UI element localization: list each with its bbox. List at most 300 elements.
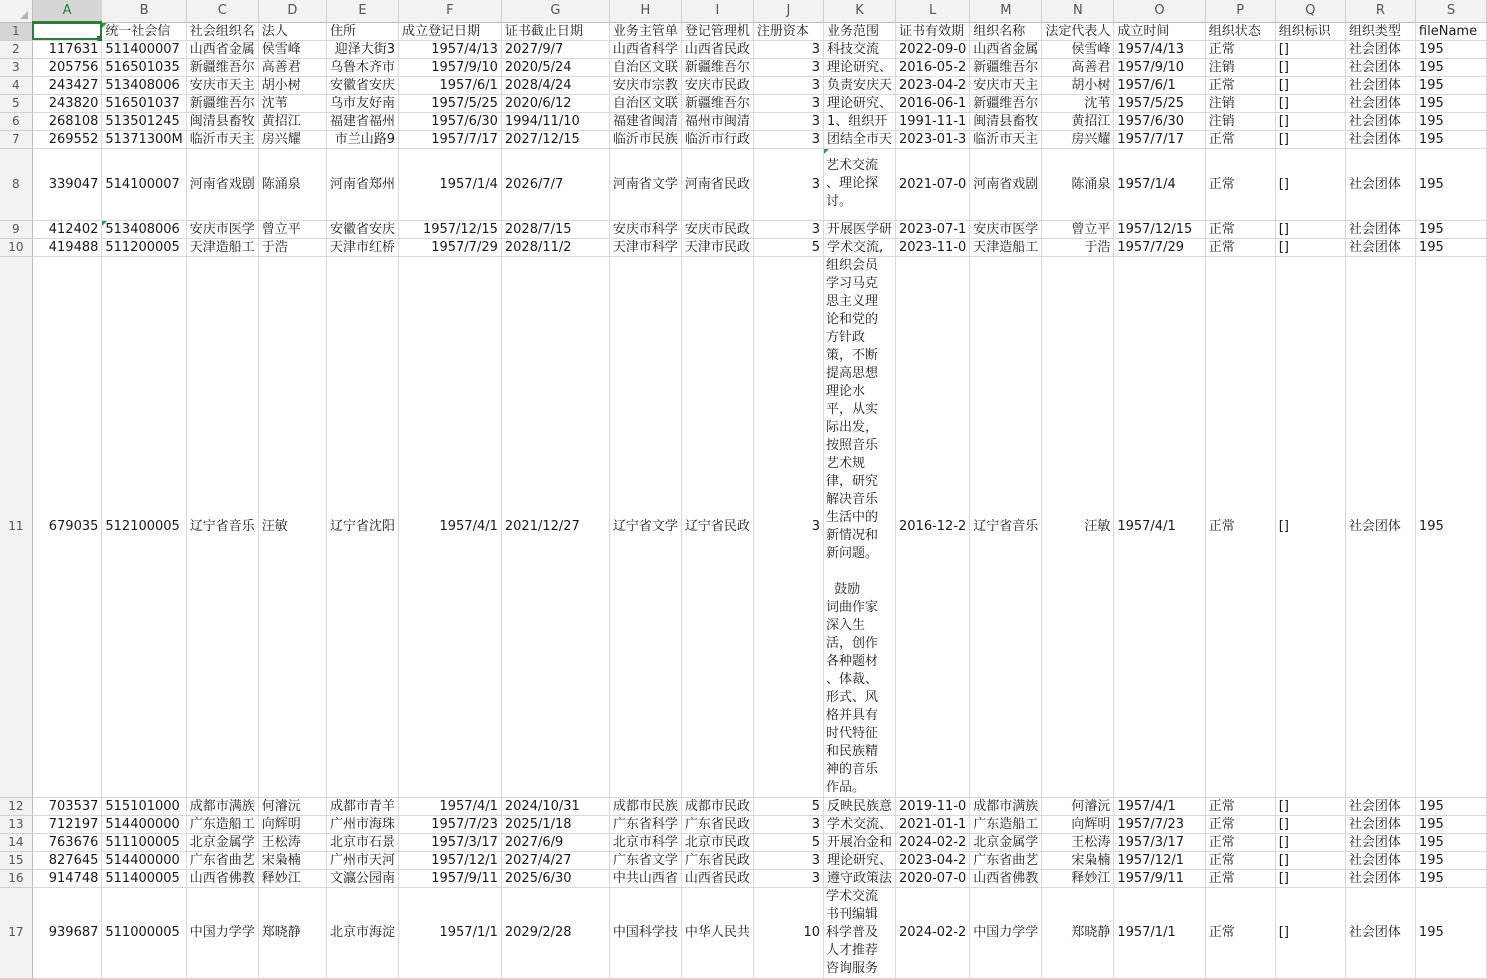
cell-e4[interactable] [326, 76, 398, 94]
cell-q4[interactable] [1275, 76, 1345, 94]
cell-f14[interactable] [398, 833, 501, 851]
column-header-b[interactable]: B [102, 0, 186, 22]
cell-l7[interactable] [896, 130, 970, 148]
cell-q12[interactable] [1275, 797, 1345, 815]
cell-o7[interactable] [1114, 130, 1205, 148]
cell-p11[interactable] [1205, 256, 1275, 797]
cell-p8[interactable] [1205, 148, 1275, 220]
cell-h17[interactable] [609, 887, 681, 978]
cell-n11[interactable] [1042, 256, 1114, 797]
cell-s7[interactable] [1415, 130, 1486, 148]
cell-s12[interactable] [1415, 797, 1486, 815]
cell-b11[interactable] [102, 256, 186, 797]
row-header-9[interactable]: 9 [0, 220, 32, 238]
cell-f6[interactable] [398, 112, 501, 130]
cell-f11[interactable] [398, 256, 501, 797]
cell-a8[interactable] [32, 148, 102, 220]
cell-m13[interactable] [970, 815, 1042, 833]
cell-s8[interactable] [1415, 148, 1486, 220]
cell-n14[interactable] [1042, 833, 1114, 851]
cell-l6[interactable] [896, 112, 970, 130]
cell-g1[interactable] [501, 22, 609, 40]
cell-e16[interactable] [326, 869, 398, 887]
column-header-e[interactable]: E [326, 0, 398, 22]
cell-i3[interactable] [681, 58, 753, 76]
cell-d9[interactable] [258, 220, 326, 238]
cell-c2[interactable] [186, 40, 258, 58]
cell-p4[interactable] [1205, 76, 1275, 94]
cell-s14[interactable] [1415, 833, 1486, 851]
cell-q11[interactable] [1275, 256, 1345, 797]
cell-b8[interactable] [102, 148, 186, 220]
cell-h5[interactable] [609, 94, 681, 112]
cell-i14[interactable] [681, 833, 753, 851]
cell-e6[interactable] [326, 112, 398, 130]
cell-h2[interactable] [609, 40, 681, 58]
cell-m12[interactable] [970, 797, 1042, 815]
cell-j10[interactable] [753, 238, 823, 256]
cell-i17[interactable] [681, 887, 753, 978]
cell-d6[interactable] [258, 112, 326, 130]
column-header-m[interactable]: M [970, 0, 1042, 22]
cell-l2[interactable] [896, 40, 970, 58]
cell-d13[interactable] [258, 815, 326, 833]
cell-n9[interactable] [1042, 220, 1114, 238]
cell-o6[interactable] [1114, 112, 1205, 130]
cell-l10[interactable] [896, 238, 970, 256]
cell-k9[interactable] [824, 220, 896, 238]
cell-s15[interactable] [1415, 851, 1486, 869]
cell-h14[interactable] [609, 833, 681, 851]
cell-l3[interactable] [896, 58, 970, 76]
cell-o16[interactable] [1114, 869, 1205, 887]
cell-p12[interactable] [1205, 797, 1275, 815]
cell-j17[interactable] [753, 887, 823, 978]
cell-d8[interactable] [258, 148, 326, 220]
cell-r13[interactable] [1345, 815, 1415, 833]
cell-b4[interactable] [102, 76, 186, 94]
column-header-a[interactable]: A [32, 0, 102, 22]
cell-k7[interactable] [824, 130, 896, 148]
cell-m3[interactable] [970, 58, 1042, 76]
cell-o10[interactable] [1114, 238, 1205, 256]
cell-s16[interactable] [1415, 869, 1486, 887]
cell-j4[interactable] [753, 76, 823, 94]
cell-g11[interactable] [501, 256, 609, 797]
column-header-d[interactable]: D [258, 0, 326, 22]
cell-f8[interactable] [398, 148, 501, 220]
cell-j12[interactable] [753, 797, 823, 815]
cell-r11[interactable] [1345, 256, 1415, 797]
cell-c13[interactable] [186, 815, 258, 833]
column-header-p[interactable]: P [1205, 0, 1275, 22]
cell-g5[interactable] [501, 94, 609, 112]
cell-a14[interactable] [32, 833, 102, 851]
cell-r4[interactable] [1345, 76, 1415, 94]
column-header-g[interactable]: G [501, 0, 609, 22]
cell-i5[interactable] [681, 94, 753, 112]
cell-i10[interactable] [681, 238, 753, 256]
cell-d10[interactable] [258, 238, 326, 256]
cell-n1[interactable] [1042, 22, 1114, 40]
cell-r8[interactable] [1345, 148, 1415, 220]
cell-a6[interactable] [32, 112, 102, 130]
cell-e10[interactable] [326, 238, 398, 256]
cell-c6[interactable] [186, 112, 258, 130]
cell-n12[interactable] [1042, 797, 1114, 815]
cell-g16[interactable] [501, 869, 609, 887]
cell-n5[interactable] [1042, 94, 1114, 112]
cell-a9[interactable] [32, 220, 102, 238]
cell-g9[interactable] [501, 220, 609, 238]
cell-c9[interactable] [186, 220, 258, 238]
cell-r17[interactable] [1345, 887, 1415, 978]
cell-l1[interactable] [896, 22, 970, 40]
cell-a17[interactable] [32, 887, 102, 978]
cell-l15[interactable] [896, 851, 970, 869]
select-all-corner[interactable] [0, 0, 32, 22]
cell-p5[interactable] [1205, 94, 1275, 112]
cell-b14[interactable] [102, 833, 186, 851]
cell-h16[interactable] [609, 869, 681, 887]
cell-o13[interactable] [1114, 815, 1205, 833]
cell-k8[interactable] [824, 148, 896, 220]
cell-e11[interactable] [326, 256, 398, 797]
cell-l12[interactable] [896, 797, 970, 815]
row-header-7[interactable]: 7 [0, 130, 32, 148]
cell-s13[interactable] [1415, 815, 1486, 833]
cell-e17[interactable] [326, 887, 398, 978]
cell-q10[interactable] [1275, 238, 1345, 256]
row-header-3[interactable]: 3 [0, 58, 32, 76]
cell-i15[interactable] [681, 851, 753, 869]
cell-l16[interactable] [896, 869, 970, 887]
cell-c1[interactable] [186, 22, 258, 40]
cell-i12[interactable] [681, 797, 753, 815]
cell-e1[interactable] [326, 22, 398, 40]
cell-m7[interactable] [970, 130, 1042, 148]
cell-m10[interactable] [970, 238, 1042, 256]
cell-l9[interactable] [896, 220, 970, 238]
column-header-q[interactable]: Q [1275, 0, 1345, 22]
cell-k3[interactable] [824, 58, 896, 76]
row-header-4[interactable]: 4 [0, 76, 32, 94]
cell-d16[interactable] [258, 869, 326, 887]
cell-d1[interactable] [258, 22, 326, 40]
cell-e2[interactable] [326, 40, 398, 58]
cell-r10[interactable] [1345, 238, 1415, 256]
cell-o2[interactable] [1114, 40, 1205, 58]
cell-m1[interactable] [970, 22, 1042, 40]
cell-b12[interactable] [102, 797, 186, 815]
cell-a13[interactable] [32, 815, 102, 833]
cell-k17[interactable] [824, 887, 896, 978]
cell-d5[interactable] [258, 94, 326, 112]
cell-k12[interactable] [824, 797, 896, 815]
cell-p2[interactable] [1205, 40, 1275, 58]
cell-g3[interactable] [501, 58, 609, 76]
cell-d12[interactable] [258, 797, 326, 815]
cell-q17[interactable] [1275, 887, 1345, 978]
cell-i7[interactable] [681, 130, 753, 148]
cell-k4[interactable] [824, 76, 896, 94]
cell-c3[interactable] [186, 58, 258, 76]
cell-e8[interactable] [326, 148, 398, 220]
cell-j13[interactable] [753, 815, 823, 833]
cell-k16[interactable] [824, 869, 896, 887]
cell-a11[interactable] [32, 256, 102, 797]
row-header-13[interactable]: 13 [0, 815, 32, 833]
cell-g4[interactable] [501, 76, 609, 94]
cell-g7[interactable] [501, 130, 609, 148]
cell-b2[interactable] [102, 40, 186, 58]
column-header-l[interactable]: L [896, 0, 970, 22]
cell-m8[interactable] [970, 148, 1042, 220]
cell-p10[interactable] [1205, 238, 1275, 256]
cell-d11[interactable] [258, 256, 326, 797]
cell-c7[interactable] [186, 130, 258, 148]
cell-f16[interactable] [398, 869, 501, 887]
cell-g14[interactable] [501, 833, 609, 851]
cell-q7[interactable] [1275, 130, 1345, 148]
cell-a4[interactable] [32, 76, 102, 94]
cell-a12[interactable] [32, 797, 102, 815]
cell-b13[interactable] [102, 815, 186, 833]
column-header-k[interactable]: K [824, 0, 896, 22]
cell-m15[interactable] [970, 851, 1042, 869]
cell-m17[interactable] [970, 887, 1042, 978]
cell-c5[interactable] [186, 94, 258, 112]
cell-o9[interactable] [1114, 220, 1205, 238]
row-header-12[interactable]: 12 [0, 797, 32, 815]
cell-s11[interactable] [1415, 256, 1486, 797]
cell-p13[interactable] [1205, 815, 1275, 833]
cell-b15[interactable] [102, 851, 186, 869]
cell-l5[interactable] [896, 94, 970, 112]
cell-g17[interactable] [501, 887, 609, 978]
cell-r5[interactable] [1345, 94, 1415, 112]
cell-d14[interactable] [258, 833, 326, 851]
cell-p9[interactable] [1205, 220, 1275, 238]
cell-k10[interactable] [824, 238, 896, 256]
cell-e14[interactable] [326, 833, 398, 851]
cell-j11[interactable] [753, 256, 823, 797]
column-header-n[interactable]: N [1042, 0, 1114, 22]
cell-q16[interactable] [1275, 869, 1345, 887]
column-header-j[interactable]: J [753, 0, 823, 22]
row-header-16[interactable]: 16 [0, 869, 32, 887]
cell-a1[interactable] [32, 22, 102, 40]
cell-p6[interactable] [1205, 112, 1275, 130]
row-header-2[interactable]: 2 [0, 40, 32, 58]
cell-b9[interactable] [102, 220, 186, 238]
cell-o8[interactable] [1114, 148, 1205, 220]
cell-k2[interactable] [824, 40, 896, 58]
cell-a16[interactable] [32, 869, 102, 887]
cell-h15[interactable] [609, 851, 681, 869]
cell-n3[interactable] [1042, 58, 1114, 76]
cell-r12[interactable] [1345, 797, 1415, 815]
cell-b16[interactable] [102, 869, 186, 887]
cell-d2[interactable] [258, 40, 326, 58]
cell-k15[interactable] [824, 851, 896, 869]
cell-h8[interactable] [609, 148, 681, 220]
cell-s2[interactable] [1415, 40, 1486, 58]
cell-r1[interactable] [1345, 22, 1415, 40]
cell-n10[interactable] [1042, 238, 1114, 256]
cell-o12[interactable] [1114, 797, 1205, 815]
cell-f4[interactable] [398, 76, 501, 94]
cell-o11[interactable] [1114, 256, 1205, 797]
cell-a5[interactable] [32, 94, 102, 112]
cell-e12[interactable] [326, 797, 398, 815]
cell-r7[interactable] [1345, 130, 1415, 148]
cell-f13[interactable] [398, 815, 501, 833]
cell-r15[interactable] [1345, 851, 1415, 869]
cell-a3[interactable] [32, 58, 102, 76]
cell-r14[interactable] [1345, 833, 1415, 851]
cell-i11[interactable] [681, 256, 753, 797]
cell-l17[interactable] [896, 887, 970, 978]
cell-p15[interactable] [1205, 851, 1275, 869]
cell-q15[interactable] [1275, 851, 1345, 869]
cell-q9[interactable] [1275, 220, 1345, 238]
cell-o1[interactable] [1114, 22, 1205, 40]
column-header-i[interactable]: I [681, 0, 753, 22]
cell-k6[interactable] [824, 112, 896, 130]
cell-h13[interactable] [609, 815, 681, 833]
cell-g8[interactable] [501, 148, 609, 220]
cell-m14[interactable] [970, 833, 1042, 851]
column-header-s[interactable]: S [1415, 0, 1486, 22]
cell-q5[interactable] [1275, 94, 1345, 112]
row-header-10[interactable]: 10 [0, 238, 32, 256]
cell-r16[interactable] [1345, 869, 1415, 887]
cell-h12[interactable] [609, 797, 681, 815]
cell-g6[interactable] [501, 112, 609, 130]
cell-l8[interactable] [896, 148, 970, 220]
cell-m6[interactable] [970, 112, 1042, 130]
cell-c12[interactable] [186, 797, 258, 815]
cell-l14[interactable] [896, 833, 970, 851]
cell-j14[interactable] [753, 833, 823, 851]
cell-o5[interactable] [1114, 94, 1205, 112]
cell-p16[interactable] [1205, 869, 1275, 887]
cell-s6[interactable] [1415, 112, 1486, 130]
cell-h3[interactable] [609, 58, 681, 76]
cell-a15[interactable] [32, 851, 102, 869]
cell-j6[interactable] [753, 112, 823, 130]
cell-j2[interactable] [753, 40, 823, 58]
cell-e15[interactable] [326, 851, 398, 869]
cell-b17[interactable] [102, 887, 186, 978]
cell-e7[interactable] [326, 130, 398, 148]
cell-p3[interactable] [1205, 58, 1275, 76]
cell-c4[interactable] [186, 76, 258, 94]
cell-f2[interactable] [398, 40, 501, 58]
cell-o15[interactable] [1114, 851, 1205, 869]
cell-i9[interactable] [681, 220, 753, 238]
cell-r9[interactable] [1345, 220, 1415, 238]
cell-i6[interactable] [681, 112, 753, 130]
cell-g2[interactable] [501, 40, 609, 58]
cell-c17[interactable] [186, 887, 258, 978]
row-header-8[interactable]: 8 [0, 148, 32, 220]
cell-k5[interactable] [824, 94, 896, 112]
cell-i16[interactable] [681, 869, 753, 887]
cell-f5[interactable] [398, 94, 501, 112]
cell-s5[interactable] [1415, 94, 1486, 112]
cell-m2[interactable] [970, 40, 1042, 58]
cell-p7[interactable] [1205, 130, 1275, 148]
cell-q8[interactable] [1275, 148, 1345, 220]
cell-f17[interactable] [398, 887, 501, 978]
cell-h9[interactable] [609, 220, 681, 238]
cell-f1[interactable] [398, 22, 501, 40]
cell-f7[interactable] [398, 130, 501, 148]
cell-j7[interactable] [753, 130, 823, 148]
cell-j9[interactable] [753, 220, 823, 238]
cell-j3[interactable] [753, 58, 823, 76]
cell-l11[interactable] [896, 256, 970, 797]
cell-e13[interactable] [326, 815, 398, 833]
cell-n17[interactable] [1042, 887, 1114, 978]
cell-s9[interactable] [1415, 220, 1486, 238]
cell-e3[interactable] [326, 58, 398, 76]
cell-c14[interactable] [186, 833, 258, 851]
cell-a10[interactable] [32, 238, 102, 256]
cell-l4[interactable] [896, 76, 970, 94]
cell-m5[interactable] [970, 94, 1042, 112]
column-header-o[interactable]: O [1114, 0, 1205, 22]
row-header-11[interactable]: 11 [0, 256, 32, 797]
cell-n2[interactable] [1042, 40, 1114, 58]
cell-p14[interactable] [1205, 833, 1275, 851]
cell-d4[interactable] [258, 76, 326, 94]
cell-i1[interactable] [681, 22, 753, 40]
cell-c11[interactable] [186, 256, 258, 797]
cell-f9[interactable] [398, 220, 501, 238]
cell-q13[interactable] [1275, 815, 1345, 833]
cell-f15[interactable] [398, 851, 501, 869]
cell-d7[interactable] [258, 130, 326, 148]
cell-k13[interactable] [824, 815, 896, 833]
row-header-6[interactable]: 6 [0, 112, 32, 130]
cell-r3[interactable] [1345, 58, 1415, 76]
cell-s17[interactable] [1415, 887, 1486, 978]
cell-q6[interactable] [1275, 112, 1345, 130]
cell-g13[interactable] [501, 815, 609, 833]
cell-o14[interactable] [1114, 833, 1205, 851]
cell-n16[interactable] [1042, 869, 1114, 887]
cell-n6[interactable] [1042, 112, 1114, 130]
cell-b5[interactable] [102, 94, 186, 112]
cell-h7[interactable] [609, 130, 681, 148]
cell-b10[interactable] [102, 238, 186, 256]
cell-b3[interactable] [102, 58, 186, 76]
cell-c16[interactable] [186, 869, 258, 887]
cell-q3[interactable] [1275, 58, 1345, 76]
column-header-r[interactable]: R [1345, 0, 1415, 22]
cell-g10[interactable] [501, 238, 609, 256]
cell-a2[interactable] [32, 40, 102, 58]
cell-f3[interactable] [398, 58, 501, 76]
cell-m9[interactable] [970, 220, 1042, 238]
cell-k14[interactable] [824, 833, 896, 851]
cell-p1[interactable] [1205, 22, 1275, 40]
cell-j1[interactable] [753, 22, 823, 40]
column-header-c[interactable]: C [186, 0, 258, 22]
